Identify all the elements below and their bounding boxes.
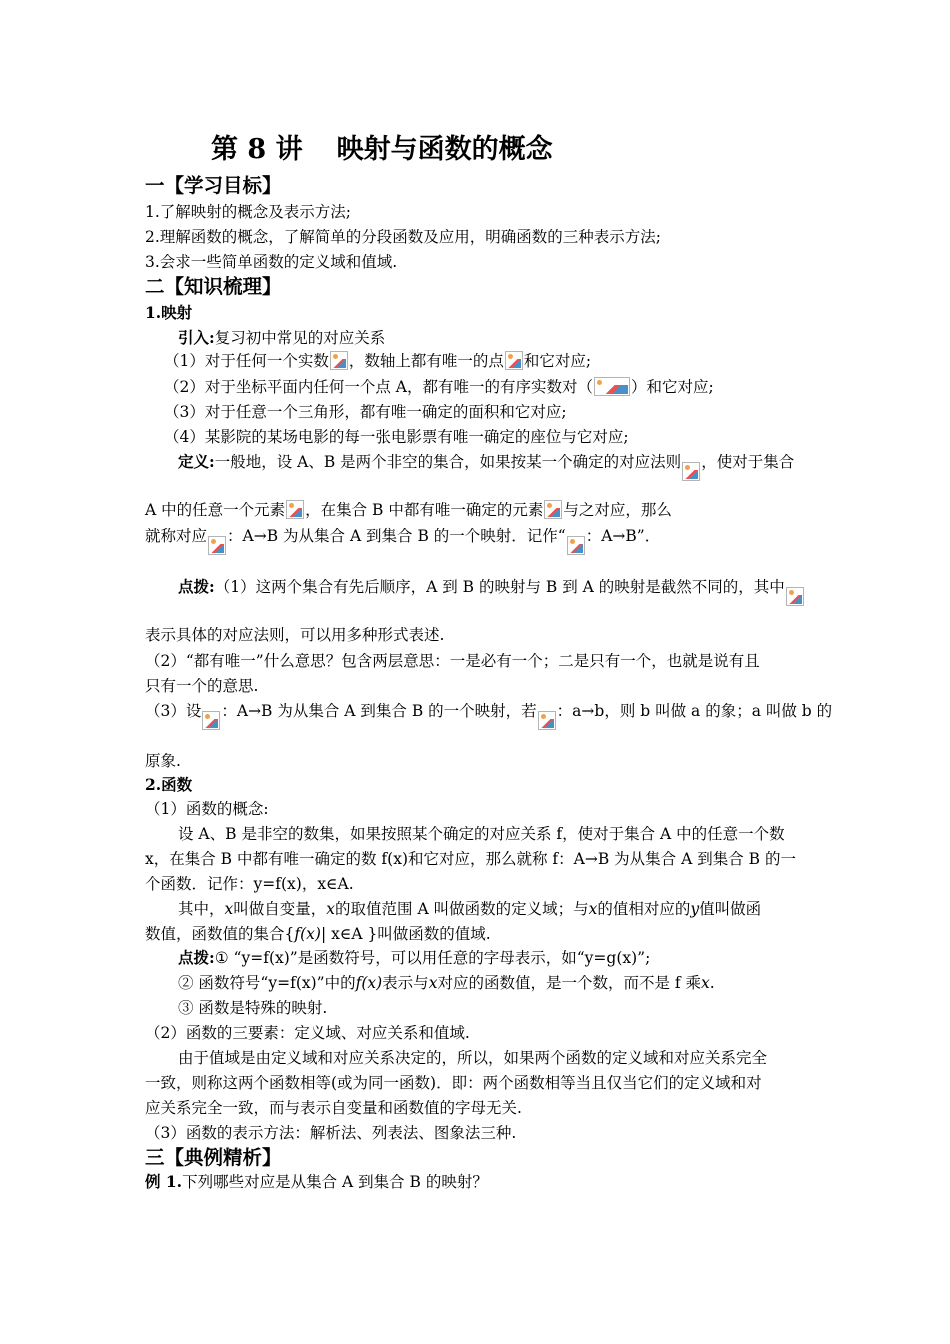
section-heading-examples: 三【典例精析】 [145,1146,282,1169]
tip-line: （2）“都有唯一”什么意思？包含两层意思：一是必有一个；二是只有一个，也就是说有且 [145,652,760,670]
example-line: （4）某影院的某场电影的每一张电影票有唯一确定的座位与它对应; [164,428,629,446]
lecture-number: 第 8 讲 [211,134,303,165]
formula-image-icon [286,500,304,519]
text-run: 对应的函数值，是一个数，而不是 f 乘 [437,974,702,992]
formula-image-icon [202,711,220,730]
definition-label: 定义: [178,452,215,471]
text-run: 数值，函数值的集合{ [145,925,295,943]
function-line: 由于值域是由定义域和对应关系决定的，所以，如果两个函数的定义域和对应关系完全 [178,1049,768,1067]
function-line: （2）函数的三要素：定义域、对应关系和值域. [145,1024,470,1042]
function-tip-line: ③ 函数是特殊的映射. [178,999,328,1017]
subheading-function: 2.函数 [145,775,193,794]
formula-image-icon [682,462,700,481]
variable-x: x [588,900,598,918]
tip-line: 原象. [145,752,181,770]
text-run: ：a→b，则 b 叫做 a 的象；a 叫做 b 的 [556,702,833,720]
text-run: （1）对于任何一个实数 [164,352,329,370]
text-run: . [709,974,715,992]
intro-label: 引入: [178,328,215,347]
example-text: 下列哪些对应是从集合 A 到集合 B 的映射？ [182,1173,488,1191]
variable-x: x [326,900,336,918]
goal-item: 3.会求一些简单函数的定义域和值域. [145,253,398,271]
text-run: （3）设 [145,702,202,720]
function-line: 应关系完全一致，而与表示自变量和函数值的字母无关. [145,1099,522,1117]
text-run: 就称对应 [145,527,208,545]
text-run: （2）对于坐标平面内任何一个点 A，都有唯一的有序实数对（ [164,378,593,396]
tip-line: 表示具体的对应法则，可以用多种形式表述. [145,626,445,644]
text-run: 和它对应; [523,352,592,370]
variable-x: x [701,974,710,992]
example-line [164,376,714,398]
text-run: 其中， [178,900,225,918]
formula-image-icon [505,351,523,370]
formula-image-icon [330,351,348,370]
function-line: （1）函数的概念: [145,800,269,818]
formula-image-icon [544,500,562,519]
function-line: x，在集合 B 中都有唯一确定的数 f(x)和它对应，那么就称 f：A→B 为从集合 A 到集合 B 的一 [145,850,796,868]
example-label: 例 1. [145,1172,183,1191]
function-line [178,898,761,920]
subheading-mapping: 1.映射 [145,303,193,322]
function-line: 设 A、B 是非空的数集，如果按照某个确定的对应关系 f，使对于集合 A 中的任意一个数 [178,825,785,843]
tip-label: 点拨: [178,948,215,967]
variable-x: x [224,900,234,918]
text-run: 的取值范围 A 叫做函数的定义域；与 [335,900,589,918]
text-run: 与之对应，那么 [563,501,672,519]
text-run: ：A→B”． [585,527,661,545]
tip-line [178,576,805,606]
section-heading-goals: 一【学习目标】 [145,174,282,197]
definition-line [145,499,672,521]
text-run: ）和它对应; [630,378,714,396]
formula-image-icon [567,536,585,555]
tip-line: 只有一个的意思. [145,677,259,695]
function-line: 一致，则称这两个函数相等(或为同一函数)．即：两个函数相等当且仅当它们的定义域和对 [145,1074,762,1092]
page-title [211,133,553,167]
text-run: ，在集合 B 中都有唯一确定的元素 [305,501,544,519]
text-run: ：A→B 为从集合 A 到集合 B 的一个映射．记作“ [227,527,566,545]
tip-line [145,700,832,730]
text-run: 叫做自变量， [233,900,327,918]
text-run: 一般地，设 A、B 是两个非空的集合，如果按某一个确定的对应法则 [214,453,682,471]
tip-label: 点拨: [178,577,215,596]
text-run: A 中的任意一个元素 [145,501,286,519]
lecture-title: 映射与函数的概念 [336,134,553,165]
text-run: 表示与 [382,974,429,992]
intro-line [178,327,385,349]
text-run: ，使对于集合 [701,453,795,471]
text-run: | x∈A }叫做函数的值域. [320,925,491,943]
function-tip-line [178,947,650,969]
formula-image-icon [786,587,804,606]
text-run: ，数轴上都有唯一的点 [348,352,504,370]
example-line [164,350,591,372]
text-run: 的值相对应的 [597,900,691,918]
expression-fx: f(x) [294,925,321,943]
goal-item: 1.了解映射的概念及表示方法; [145,203,352,221]
function-tip-line [178,972,715,994]
goal-item: 2.理解函数的概念，了解简单的分段函数及应用，明确函数的三种表示方法; [145,228,662,246]
formula-image-icon [594,377,630,396]
formula-image-icon [208,536,226,555]
intro-text: 复习初中常见的对应关系 [214,329,386,347]
function-line: 个函数．记作：y=f(x)，x∈A. [145,875,354,893]
text-run: 值叫做函 [699,900,762,918]
example-question [145,1171,488,1193]
expression-fx: f(x) [355,974,383,992]
function-line: （3）函数的表示方法：解析法、列表法、图象法三种. [145,1124,517,1142]
function-line [145,923,491,945]
definition-line [178,451,794,481]
variable-x: x [428,974,438,992]
text-run: ① “y=f(x)”是函数符号，可以用任意的字母表示，如“y=g(x)”; [214,949,651,967]
text-run: ② 函数符号“y=f(x)”中的 [178,974,356,992]
text-run: ：A→B 为从集合 A 到集合 B 的一个映射，若 [221,702,537,720]
section-heading-knowledge: 二【知识梳理】 [145,275,282,298]
example-line: （3）对于任意一个三角形，都有唯一确定的面积和它对应; [164,403,567,421]
formula-image-icon [538,711,556,730]
definition-line [145,525,660,555]
text-run: （1）这两个集合有先后顺序，A 到 B 的映射与 B 到 A 的映射是截然不同的，其中 [214,578,785,596]
variable-y: y [690,900,700,918]
